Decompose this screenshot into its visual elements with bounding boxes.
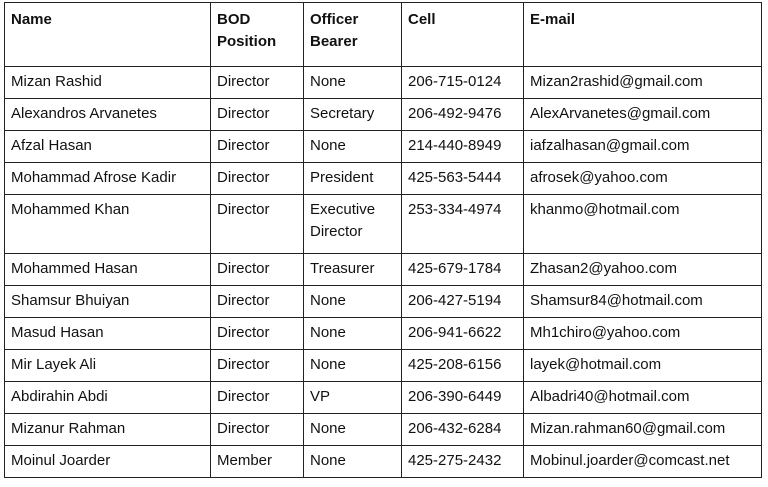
cell-name: Mohammed Hasan [5, 254, 211, 286]
cell-name: Mohammad Afrose Kadir [5, 163, 211, 195]
cell-bod-position: Director [211, 318, 304, 350]
table-row [5, 99, 762, 131]
cell-officer-bearer: None [304, 318, 402, 350]
cell-bod-position: Director [211, 350, 304, 382]
cell-phone: 206-492-9476 [402, 99, 524, 131]
cell-name: Moinul Joarder [5, 446, 211, 478]
cell-officer-bearer: Treasurer [304, 254, 402, 286]
cell-bod-position: Director [211, 99, 304, 131]
header-name: Name [5, 3, 211, 67]
cell-officer-bearer: None [304, 286, 402, 318]
cell-bod-position: Director [211, 195, 304, 254]
header-email: E-mail [524, 3, 762, 67]
cell-officer-bearer: President [304, 163, 402, 195]
cell-phone: 206-715-0124 [402, 67, 524, 99]
cell-name: Mir Layek Ali [5, 350, 211, 382]
table-row [5, 254, 762, 286]
cell-email: AlexArvanetes@gmail.com [524, 99, 762, 131]
cell-email: Mizan.rahman60@gmail.com [524, 414, 762, 446]
table-row [5, 195, 762, 254]
cell-phone: 425-563-5444 [402, 163, 524, 195]
cell-phone: 206-390-6449 [402, 382, 524, 414]
header-cell: Cell [402, 3, 524, 67]
cell-officer-bearer: Executive Director [304, 195, 402, 254]
table-row [5, 446, 762, 478]
cell-bod-position: Director [211, 382, 304, 414]
table-row [5, 163, 762, 195]
cell-phone: 214-440-8949 [402, 131, 524, 163]
cell-email: layek@hotmail.com [524, 350, 762, 382]
cell-officer-bearer: None [304, 131, 402, 163]
cell-name: Shamsur Bhuiyan [5, 286, 211, 318]
table-row [5, 382, 762, 414]
table-row [5, 286, 762, 318]
table-row [5, 414, 762, 446]
table-row [5, 67, 762, 99]
cell-officer-bearer: None [304, 414, 402, 446]
cell-officer-bearer: None [304, 446, 402, 478]
header-officer-bearer: Officer Bearer [304, 3, 402, 67]
cell-email: Albadri40@hotmail.com [524, 382, 762, 414]
header-bod-position: BOD Position [211, 3, 304, 67]
cell-phone: 206-941-6622 [402, 318, 524, 350]
cell-bod-position: Director [211, 414, 304, 446]
cell-phone: 425-679-1784 [402, 254, 524, 286]
cell-name: Mohammed Khan [5, 195, 211, 254]
cell-email: iafzalhasan@gmail.com [524, 131, 762, 163]
cell-name: Mizanur Rahman [5, 414, 211, 446]
cell-name: Masud Hasan [5, 318, 211, 350]
cell-phone: 425-208-6156 [402, 350, 524, 382]
table-header-row [5, 3, 762, 67]
cell-email: Zhasan2@yahoo.com [524, 254, 762, 286]
cell-email: afrosek@yahoo.com [524, 163, 762, 195]
table-row [5, 131, 762, 163]
cell-name: Abdirahin Abdi [5, 382, 211, 414]
cell-officer-bearer: Secretary [304, 99, 402, 131]
cell-bod-position: Director [211, 286, 304, 318]
cell-name: Alexandros Arvanetes [5, 99, 211, 131]
cell-name: Afzal Hasan [5, 131, 211, 163]
cell-bod-position: Director [211, 131, 304, 163]
cell-email: Shamsur84@hotmail.com [524, 286, 762, 318]
cell-officer-bearer: None [304, 350, 402, 382]
cell-bod-position: Director [211, 163, 304, 195]
cell-name: Mizan Rashid [5, 67, 211, 99]
cell-officer-bearer: None [304, 67, 402, 99]
cell-bod-position: Director [211, 254, 304, 286]
cell-email: khanmo@hotmail.com [524, 195, 762, 254]
cell-bod-position: Member [211, 446, 304, 478]
cell-phone: 206-432-6284 [402, 414, 524, 446]
cell-phone: 253-334-4974 [402, 195, 524, 254]
cell-email: Mizan2rashid@gmail.com [524, 67, 762, 99]
cell-phone: 206-427-5194 [402, 286, 524, 318]
cell-email: Mobinul.joarder@comcast.net [524, 446, 762, 478]
cell-phone: 425-275-2432 [402, 446, 524, 478]
officers-table [4, 2, 762, 478]
table-row [5, 318, 762, 350]
cell-email: Mh1chiro@yahoo.com [524, 318, 762, 350]
cell-bod-position: Director [211, 67, 304, 99]
cell-officer-bearer: VP [304, 382, 402, 414]
table-row [5, 350, 762, 382]
